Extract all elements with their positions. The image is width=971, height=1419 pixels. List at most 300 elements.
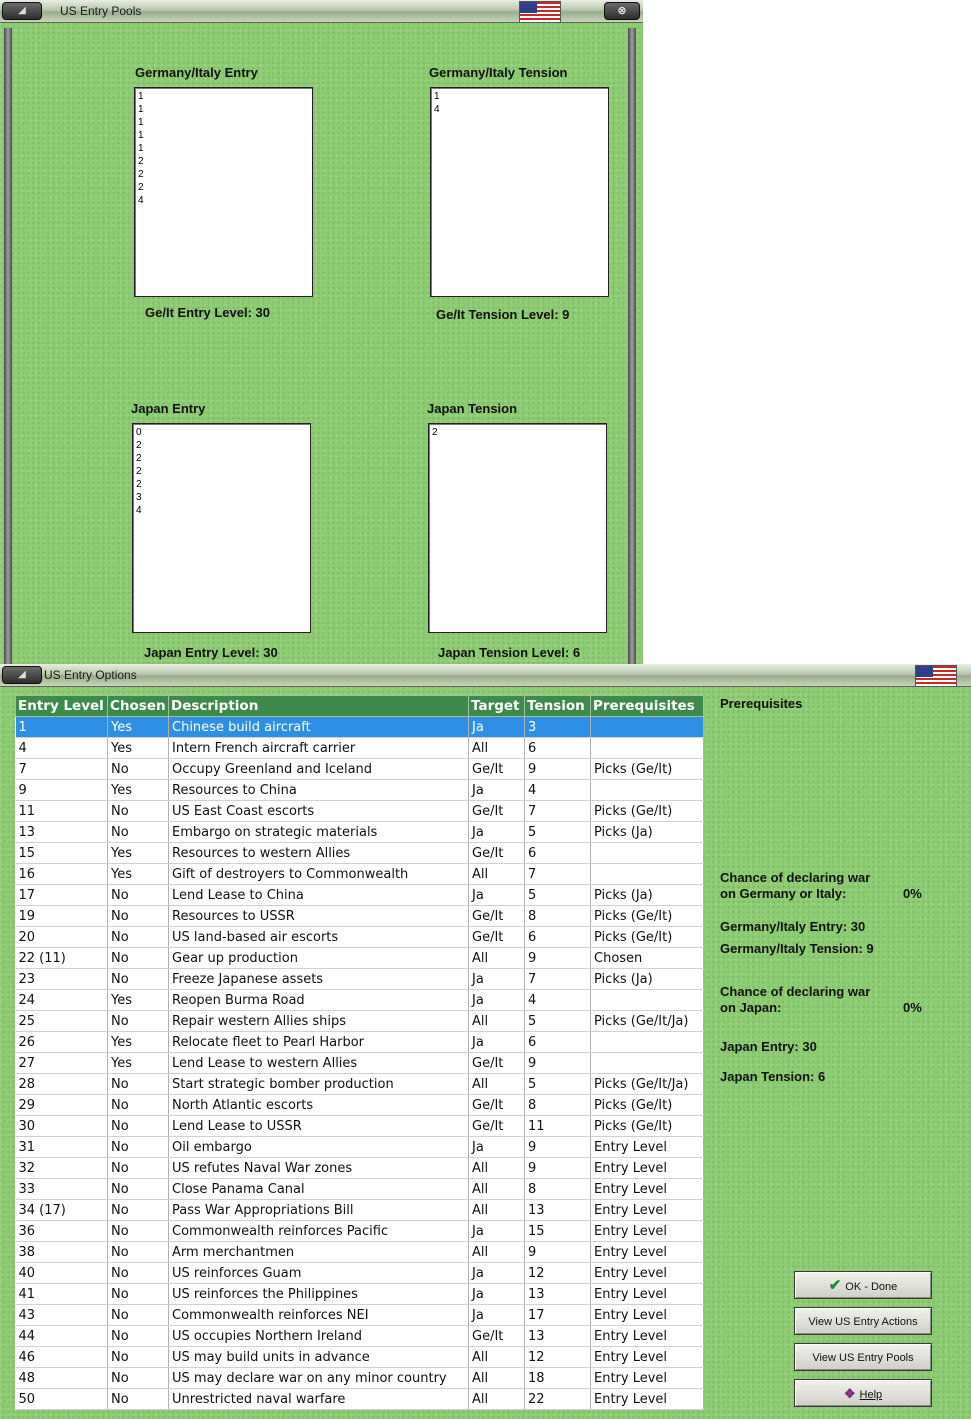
table-cell: Ja: [469, 969, 525, 990]
table-cell: 5: [525, 822, 591, 843]
table-cell: Start strategic bomber production: [169, 1074, 469, 1095]
help-book-icon: ❖: [843, 1386, 856, 1401]
table-cell: 38: [16, 1242, 108, 1263]
table-cell: 16: [16, 864, 108, 885]
table-row[interactable]: [16, 843, 704, 864]
help-button[interactable]: [794, 1379, 932, 1407]
table-cell: Chinese build aircraft: [169, 717, 469, 738]
table-header-row: [16, 696, 704, 717]
table-cell: 13: [525, 1200, 591, 1221]
table-cell: Entry Level: [591, 1179, 704, 1200]
table-cell: Intern French aircraft carrier: [169, 738, 469, 759]
table-cell: Picks (Ge/It): [591, 1116, 704, 1137]
table-row[interactable]: [16, 1326, 704, 1347]
table-cell: 4: [525, 780, 591, 801]
table-cell: Ja: [469, 1263, 525, 1284]
table-row[interactable]: [16, 1053, 704, 1074]
table-cell: No: [108, 1389, 169, 1410]
left-frame-bar: [4, 28, 12, 664]
table-cell: Entry Level: [591, 1221, 704, 1242]
table-cell: 34 (17): [16, 1200, 108, 1221]
table-cell: No: [108, 927, 169, 948]
table-cell: Entry Level: [591, 1263, 704, 1284]
table-cell: Unrestricted naval warfare: [169, 1389, 469, 1410]
table-cell: Ge/It: [469, 801, 525, 822]
table-cell: 33: [16, 1179, 108, 1200]
table-row[interactable]: [16, 1158, 704, 1179]
us-flag-icon: [519, 1, 561, 23]
close-icon[interactable]: ⊗: [604, 2, 640, 20]
chance-ja-value: 0%: [903, 1000, 922, 1015]
table-cell: 9: [525, 1242, 591, 1263]
prerequisites-heading: Prerequisites: [720, 696, 803, 711]
table-cell: US may build units in advance: [169, 1347, 469, 1368]
ge-it-tension-list[interactable]: [430, 87, 609, 297]
table-cell: Entry Level: [591, 1368, 704, 1389]
table-cell: 1: [16, 717, 108, 738]
table-cell: [591, 843, 704, 864]
table-cell: 7: [525, 801, 591, 822]
table-cell: No: [108, 1074, 169, 1095]
table-cell: Gear up production: [169, 948, 469, 969]
table-cell: [591, 990, 704, 1011]
table-cell: 22: [525, 1389, 591, 1410]
window-menu-icon[interactable]: ◢: [2, 666, 42, 684]
table-cell: Occupy Greenland and Iceland: [169, 759, 469, 780]
japan-tension-list[interactable]: [428, 423, 607, 633]
table-cell: [591, 738, 704, 759]
view-entry-pools-button[interactable]: [794, 1343, 932, 1371]
options-window-title: US Entry Options: [44, 668, 137, 682]
table-cell: Ge/It: [469, 843, 525, 864]
table-row[interactable]: [16, 1347, 704, 1368]
pool-item[interactable]: 2: [136, 440, 142, 451]
table-cell: 15: [525, 1221, 591, 1242]
table-cell: All: [469, 1011, 525, 1032]
table-cell: Picks (Ge/It): [591, 801, 704, 822]
table-row[interactable]: [16, 801, 704, 822]
ge-it-tension-info: Germany/Italy Tension: 9: [720, 941, 874, 956]
table-row[interactable]: [16, 780, 704, 801]
table-cell: Entry Level: [591, 1284, 704, 1305]
table-cell: No: [108, 969, 169, 990]
table-cell: 19: [16, 906, 108, 927]
table-cell: 24: [16, 990, 108, 1011]
table-row[interactable]: [16, 1221, 704, 1242]
table-row[interactable]: [16, 906, 704, 927]
table-cell: Entry Level: [591, 1242, 704, 1263]
table-cell: 3: [525, 717, 591, 738]
table-cell: 20: [16, 927, 108, 948]
table-cell: Ja: [469, 1284, 525, 1305]
table-cell: Ge/It: [469, 927, 525, 948]
table-cell: [591, 1053, 704, 1074]
table-cell: No: [108, 906, 169, 927]
view-entry-actions-label: View US Entry Actions: [808, 1316, 918, 1328]
table-cell: 15: [16, 843, 108, 864]
table-cell: Yes: [108, 990, 169, 1011]
table-cell: 7: [525, 864, 591, 885]
ge-it-entry-info: Germany/Italy Entry: 30: [720, 919, 866, 934]
table-row[interactable]: [16, 717, 704, 738]
table-cell: All: [469, 738, 525, 759]
table-cell: Ja: [469, 885, 525, 906]
table-cell: [591, 780, 704, 801]
table-cell: 18: [525, 1368, 591, 1389]
checkmark-icon: ✔: [828, 1277, 842, 1294]
table-cell: All: [469, 864, 525, 885]
table-cell: Commonwealth reinforces NEI: [169, 1305, 469, 1326]
ge-it-entry-list[interactable]: [134, 87, 313, 297]
table-cell: [591, 864, 704, 885]
table-cell: All: [469, 1074, 525, 1095]
table-cell: Reopen Burma Road: [169, 990, 469, 1011]
table-cell: US reinforces the Philippines: [169, 1284, 469, 1305]
table-row[interactable]: [16, 864, 704, 885]
table-cell: 36: [16, 1221, 108, 1242]
table-cell: Yes: [108, 843, 169, 864]
table-cell: Yes: [108, 717, 169, 738]
table-cell: Yes: [108, 864, 169, 885]
table-cell: No: [108, 948, 169, 969]
japan-entry-level: Japan Entry Level: 30: [144, 645, 278, 660]
table-cell: All: [469, 1200, 525, 1221]
table-cell: 9: [525, 1053, 591, 1074]
entry-options-table[interactable]: [15, 695, 704, 1410]
table-row[interactable]: [16, 885, 704, 906]
table-cell: All: [469, 948, 525, 969]
column-header[interactable]: Description: [169, 696, 469, 717]
table-cell: Entry Level: [591, 1389, 704, 1410]
table-cell: No: [108, 1011, 169, 1032]
pool-item[interactable]: 2: [136, 466, 142, 477]
help-label: Help: [859, 1389, 883, 1401]
table-cell: No: [108, 801, 169, 822]
table-cell: Entry Level: [591, 1200, 704, 1221]
us-flag-icon: [915, 665, 957, 687]
table-cell: Picks (Ja): [591, 885, 704, 906]
pool-item[interactable]: 1: [138, 143, 144, 154]
table-cell: 40: [16, 1263, 108, 1284]
table-cell: No: [108, 822, 169, 843]
column-header[interactable]: Chosen: [108, 696, 169, 717]
table-cell: Ja: [469, 990, 525, 1011]
window-menu-icon[interactable]: ◢: [2, 2, 42, 20]
table-cell: Ge/It: [469, 1326, 525, 1347]
table-cell: 17: [525, 1305, 591, 1326]
table-cell: [591, 1032, 704, 1053]
table-cell: 9: [16, 780, 108, 801]
table-cell: 22 (11): [16, 948, 108, 969]
table-cell: 6: [525, 843, 591, 864]
ge-it-tension-level: Ge/It Tension Level: 9: [436, 307, 570, 322]
options-titlebar[interactable]: [0, 664, 971, 687]
table-cell: 9: [525, 1137, 591, 1158]
table-cell: Entry Level: [591, 1137, 704, 1158]
table-row[interactable]: [16, 1305, 704, 1326]
table-cell: No: [108, 1221, 169, 1242]
table-cell: All: [469, 1368, 525, 1389]
table-cell: Oil embargo: [169, 1137, 469, 1158]
table-cell: No: [108, 1242, 169, 1263]
table-cell: Yes: [108, 1032, 169, 1053]
table-row[interactable]: [16, 738, 704, 759]
table-cell: Yes: [108, 738, 169, 759]
table-cell: 12: [525, 1263, 591, 1284]
table-cell: 8: [525, 906, 591, 927]
table-cell: 13: [525, 1284, 591, 1305]
pool-item[interactable]: 1: [138, 104, 144, 115]
japan-tension-heading: Japan Tension: [427, 401, 518, 416]
pool-item[interactable]: 4: [434, 104, 440, 115]
table-cell: Ja: [469, 1032, 525, 1053]
table-cell: No: [108, 1200, 169, 1221]
pool-item[interactable]: 2: [136, 453, 142, 464]
view-entry-pools-label: View US Entry Pools: [812, 1352, 914, 1364]
pool-item[interactable]: 2: [138, 156, 144, 167]
chance-ge-it-value: 0%: [903, 886, 922, 901]
table-cell: Picks (Ja): [591, 822, 704, 843]
column-header[interactable]: Entry Level: [16, 696, 108, 717]
table-cell: 50: [16, 1389, 108, 1410]
table-cell: All: [469, 1158, 525, 1179]
table-cell: Relocate fleet to Pearl Harbor: [169, 1032, 469, 1053]
table-cell: Ge/It: [469, 759, 525, 780]
table-cell: Ja: [469, 822, 525, 843]
table-row[interactable]: [16, 1263, 704, 1284]
table-row[interactable]: [16, 1137, 704, 1158]
table-cell: 26: [16, 1032, 108, 1053]
table-cell: Ge/It: [469, 1095, 525, 1116]
table-cell: Picks (Ja): [591, 969, 704, 990]
table-cell: No: [108, 1326, 169, 1347]
table-cell: 5: [525, 1011, 591, 1032]
pool-item[interactable]: 4: [136, 505, 142, 516]
table-cell: 12: [525, 1347, 591, 1368]
japan-entry-info: Japan Entry: 30: [720, 1039, 817, 1054]
table-cell: 27: [16, 1053, 108, 1074]
ge-it-tension-heading: Germany/Italy Tension: [429, 65, 568, 80]
table-cell: 28: [16, 1074, 108, 1095]
table-row[interactable]: [16, 1389, 704, 1410]
table-row[interactable]: [16, 759, 704, 780]
table-cell: Picks (Ge/It): [591, 1095, 704, 1116]
table-cell: No: [108, 1284, 169, 1305]
table-cell: 11: [525, 1116, 591, 1137]
table-row[interactable]: [16, 1074, 704, 1095]
ge-it-entry-level: Ge/It Entry Level: 30: [145, 305, 270, 320]
table-row[interactable]: [16, 1242, 704, 1263]
table-cell: Entry Level: [591, 1158, 704, 1179]
pool-item[interactable]: 1: [138, 130, 144, 141]
japan-entry-heading: Japan Entry: [131, 401, 206, 416]
table-cell: Picks (Ge/It): [591, 759, 704, 780]
table-cell: All: [469, 1179, 525, 1200]
table-row[interactable]: [16, 1179, 704, 1200]
table-cell: No: [108, 1116, 169, 1137]
table-cell: US reinforces Guam: [169, 1263, 469, 1284]
table-cell: No: [108, 759, 169, 780]
table-cell: 44: [16, 1326, 108, 1347]
table-cell: Lend Lease to USSR: [169, 1116, 469, 1137]
table-cell: Picks (Ge/It): [591, 927, 704, 948]
table-cell: 5: [525, 1074, 591, 1095]
pool-item[interactable]: 2: [432, 427, 438, 438]
table-cell: Ge/It: [469, 906, 525, 927]
pool-item[interactable]: 2: [138, 182, 144, 193]
view-entry-actions-button[interactable]: [794, 1307, 932, 1335]
table-cell: US refutes Naval War zones: [169, 1158, 469, 1179]
japan-entry-list[interactable]: [132, 423, 311, 633]
table-cell: 43: [16, 1305, 108, 1326]
pool-item[interactable]: 1: [434, 91, 440, 102]
table-cell: 6: [525, 1032, 591, 1053]
ge-it-entry-heading: Germany/Italy Entry: [135, 65, 258, 80]
column-header[interactable]: Tension: [525, 696, 591, 717]
table-cell: Yes: [108, 780, 169, 801]
table-cell: 31: [16, 1137, 108, 1158]
pools-window-title: US Entry Pools: [60, 4, 142, 18]
pool-item[interactable]: 4: [138, 195, 144, 206]
table-cell: All: [469, 1347, 525, 1368]
table-cell: 8: [525, 1179, 591, 1200]
table-cell: 9: [525, 1158, 591, 1179]
table-cell: Entry Level: [591, 1347, 704, 1368]
pool-item[interactable]: 1: [138, 91, 144, 102]
chance-ja-label1: Chance of declaring war: [720, 984, 871, 999]
pool-item[interactable]: 0: [136, 427, 142, 438]
table-row[interactable]: [16, 969, 704, 990]
table-cell: Ja: [469, 1137, 525, 1158]
table-row[interactable]: [16, 948, 704, 969]
table-cell: Ge/It: [469, 1116, 525, 1137]
table-cell: Entry Level: [591, 1326, 704, 1347]
table-cell: 29: [16, 1095, 108, 1116]
table-cell: No: [108, 1179, 169, 1200]
pool-item[interactable]: 3: [136, 492, 142, 503]
table-cell: US East Coast escorts: [169, 801, 469, 822]
table-cell: 25: [16, 1011, 108, 1032]
table-cell: Ja: [469, 1221, 525, 1242]
table-cell: Entry Level: [591, 1305, 704, 1326]
table-cell: 9: [525, 759, 591, 780]
ok-done-button[interactable]: [794, 1271, 932, 1299]
table-row[interactable]: [16, 1116, 704, 1137]
table-cell: 46: [16, 1347, 108, 1368]
table-cell: Resources to USSR: [169, 906, 469, 927]
table-row[interactable]: [16, 990, 704, 1011]
table-cell: 17: [16, 885, 108, 906]
table-cell: Resources to western Allies: [169, 843, 469, 864]
table-cell: 13: [525, 1326, 591, 1347]
table-row[interactable]: [16, 1011, 704, 1032]
table-cell: Arm merchantmen: [169, 1242, 469, 1263]
table-cell: Ja: [469, 717, 525, 738]
table-cell: 32: [16, 1158, 108, 1179]
table-cell: US occupies Northern Ireland: [169, 1326, 469, 1347]
table-cell: 11: [16, 801, 108, 822]
table-cell: Gift of destroyers to Commonwealth: [169, 864, 469, 885]
table-cell: North Atlantic escorts: [169, 1095, 469, 1116]
table-cell: Picks (Ge/It/Ja): [591, 1074, 704, 1095]
table-cell: 6: [525, 927, 591, 948]
table-cell: 41: [16, 1284, 108, 1305]
pool-item[interactable]: 1: [138, 117, 144, 128]
table-cell: [591, 717, 704, 738]
table-cell: 48: [16, 1368, 108, 1389]
table-cell: Close Panama Canal: [169, 1179, 469, 1200]
table-cell: Lend Lease to western Allies: [169, 1053, 469, 1074]
table-row[interactable]: [16, 1200, 704, 1221]
table-cell: 7: [525, 969, 591, 990]
table-cell: All: [469, 1389, 525, 1410]
table-cell: US land-based air escorts: [169, 927, 469, 948]
table-cell: 30: [16, 1116, 108, 1137]
table-cell: 13: [16, 822, 108, 843]
table-cell: No: [108, 1095, 169, 1116]
table-row[interactable]: [16, 1284, 704, 1305]
table-cell: Ge/It: [469, 1053, 525, 1074]
table-cell: Pass War Appropriations Bill: [169, 1200, 469, 1221]
table-cell: No: [108, 1305, 169, 1326]
ok-done-label: OK - Done: [845, 1281, 898, 1293]
table-cell: Lend Lease to China: [169, 885, 469, 906]
table-cell: No: [108, 1137, 169, 1158]
japan-tension-level: Japan Tension Level: 6: [438, 645, 581, 660]
table-row[interactable]: [16, 1368, 704, 1389]
table-cell: Chosen: [591, 948, 704, 969]
chance-ge-it-label2: on Germany or Italy:: [720, 886, 847, 901]
table-cell: Yes: [108, 1053, 169, 1074]
table-cell: 23: [16, 969, 108, 990]
chance-ge-it-label1: Chance of declaring war: [720, 870, 871, 885]
table-row[interactable]: [16, 1032, 704, 1053]
table-cell: 8: [525, 1095, 591, 1116]
pool-item[interactable]: 2: [138, 169, 144, 180]
table-cell: Picks (Ge/It/Ja): [591, 1011, 704, 1032]
right-frame-bar: [628, 28, 636, 664]
table-cell: 4: [16, 738, 108, 759]
table-row[interactable]: [16, 1095, 704, 1116]
pools-titlebar[interactable]: [0, 0, 643, 23]
table-cell: No: [108, 1347, 169, 1368]
table-cell: No: [108, 1158, 169, 1179]
column-header[interactable]: Target: [469, 696, 525, 717]
table-cell: Embargo on strategic materials: [169, 822, 469, 843]
table-row[interactable]: [16, 927, 704, 948]
pool-item[interactable]: 2: [136, 479, 142, 490]
table-cell: Picks (Ge/It): [591, 906, 704, 927]
table-cell: 7: [16, 759, 108, 780]
table-cell: 5: [525, 885, 591, 906]
table-cell: All: [469, 1242, 525, 1263]
table-cell: Ja: [469, 1305, 525, 1326]
table-cell: Ja: [469, 780, 525, 801]
table-cell: Commonwealth reinforces Pacific: [169, 1221, 469, 1242]
table-cell: No: [108, 1368, 169, 1389]
table-row[interactable]: [16, 822, 704, 843]
table-cell: Resources to China: [169, 780, 469, 801]
table-cell: No: [108, 1263, 169, 1284]
table-cell: 9: [525, 948, 591, 969]
column-header[interactable]: Prerequisites: [591, 696, 704, 717]
table-cell: Repair western Allies ships: [169, 1011, 469, 1032]
table-cell: 6: [525, 738, 591, 759]
table-cell: US may declare war on any minor country: [169, 1368, 469, 1389]
chance-ja-label2: on Japan:: [720, 1000, 782, 1015]
table-cell: Freeze Japanese assets: [169, 969, 469, 990]
table-cell: 4: [525, 990, 591, 1011]
